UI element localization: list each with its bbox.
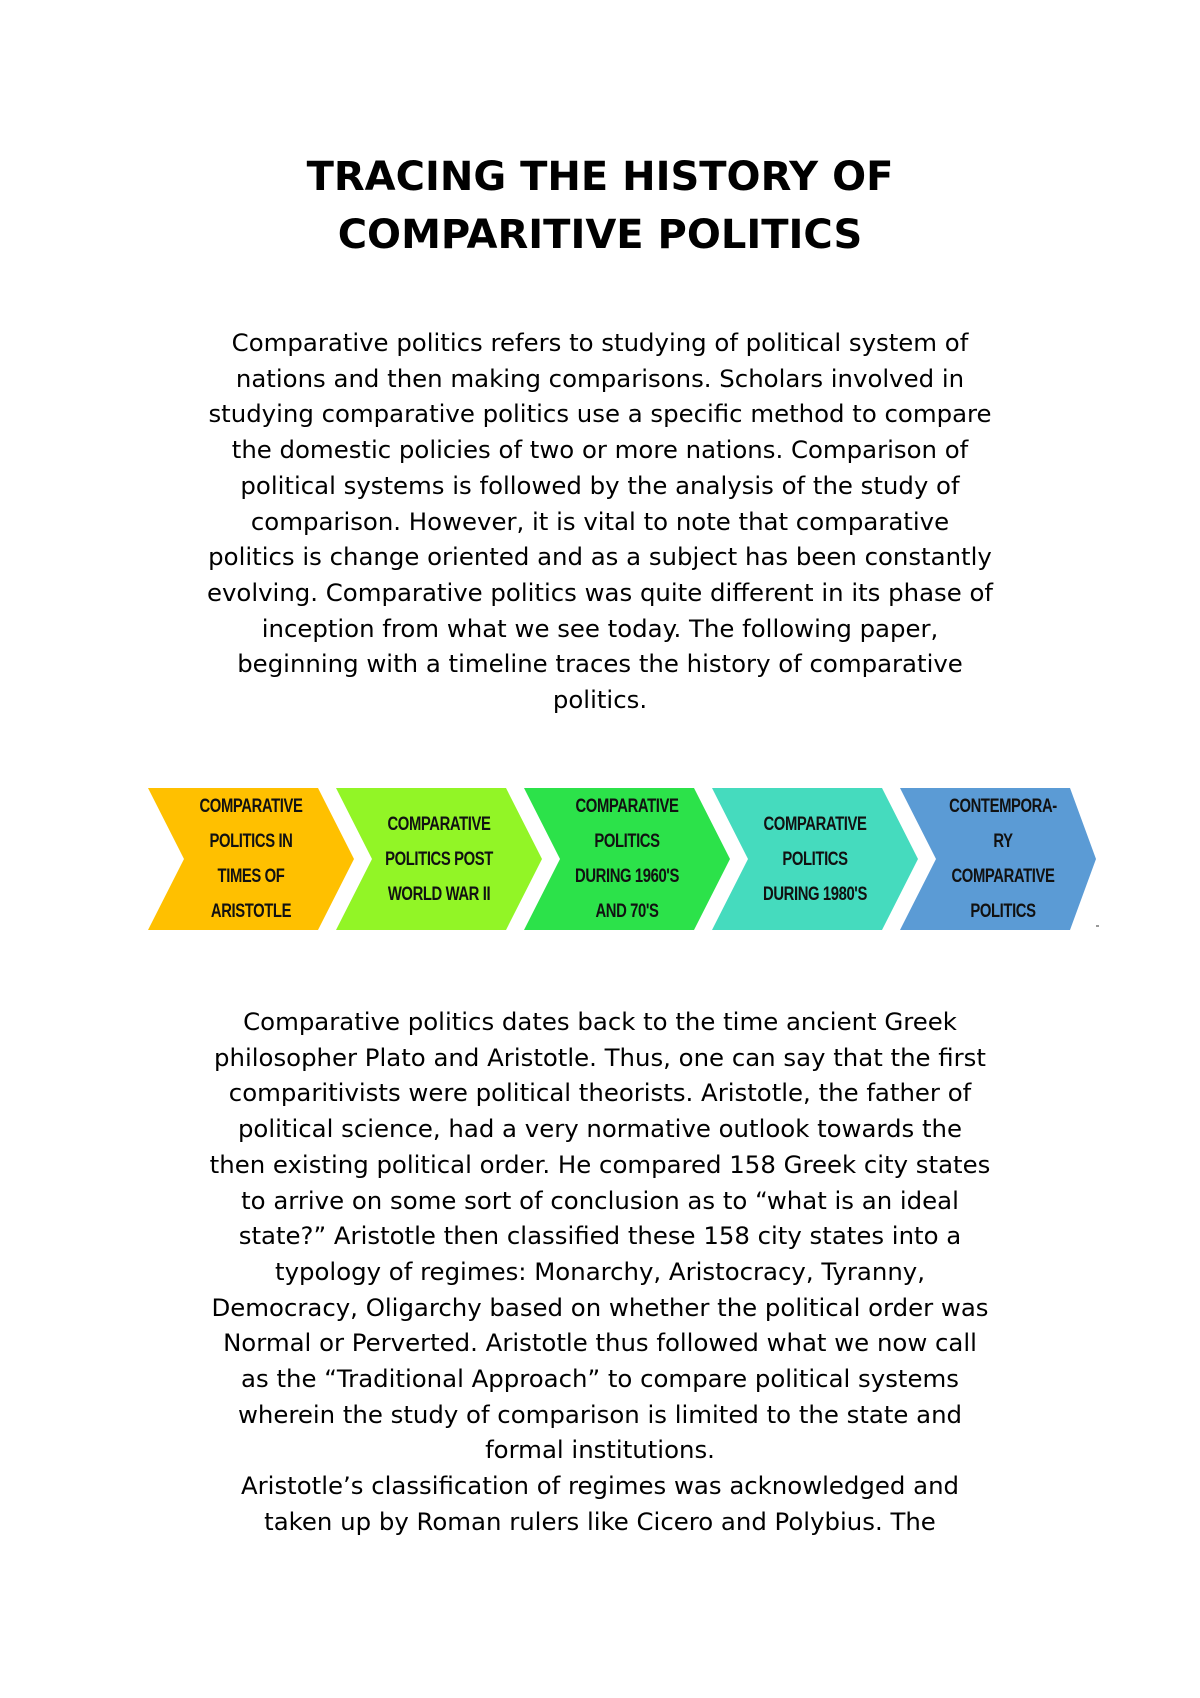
text-line: comparitivists were political theorists. Aristotle, the father of	[228, 1078, 972, 1108]
text-line: typology of regimes: Monarchy, Aristocracy, Tyranny,	[275, 1256, 925, 1286]
timeline-step-aristotle	[148, 788, 354, 930]
timeline-step-1960s-70s	[524, 788, 730, 930]
body-paragraph-continued	[130, 1468, 1070, 1539]
step-label-line: DURING 1960'S	[575, 866, 679, 887]
text-line: inception from what we see today. The following paper,	[261, 613, 939, 643]
title-line: TRACING THE HISTORY OF	[306, 154, 894, 200]
step-label-line: AND 70'S	[595, 901, 659, 922]
step-label-line: POLITICS	[970, 901, 1036, 922]
document-title	[140, 148, 1060, 264]
step-label-line: RY	[993, 831, 1013, 852]
step-label-line: COMPARATIVE	[575, 796, 679, 817]
step-label-line: POLITICS IN	[209, 831, 293, 852]
intro-paragraph	[130, 325, 1070, 718]
text-line: Aristotle’s classification of regimes was acknowledged and	[240, 1471, 960, 1500]
text-line: taken up by Roman rulers like Cicero and Polybius. The	[264, 1506, 936, 1536]
step-label-line: COMPARATIVE	[763, 813, 867, 835]
step-label-line: POLITICS POST	[385, 848, 493, 870]
timeline-step-label	[200, 788, 301, 930]
text-line: political systems is followed by the analysis of the study of	[240, 470, 960, 500]
timeline-diagram	[148, 788, 1098, 930]
text-line: political science, had a very normative outlook towards the	[237, 1114, 963, 1144]
text-line: politics.	[552, 685, 648, 715]
text-line: to arrive on some sort of conclusion as to “what is an ideal	[241, 1185, 959, 1215]
text-line: studying comparative politics use a specific method to compare	[208, 399, 992, 429]
text-line: beginning with a timeline traces the history of comparative	[237, 649, 963, 679]
text-line: Comparative politics refers to studying of political system of	[231, 328, 969, 357]
timeline-step-contemporary	[900, 788, 1106, 930]
text-line: then existing political order. He compared 158 Greek city states	[209, 1149, 991, 1179]
timeline-step-label	[949, 788, 1057, 930]
text-line: state?” Aristotle then classified these 158 city states into a	[238, 1221, 962, 1251]
title-line: COMPARITIVE POLITICS	[337, 212, 863, 258]
text-line: evolving. Comparative politics was quite different in its phase of	[206, 577, 993, 607]
step-label-line: TIMES OF	[217, 866, 285, 887]
step-label-line: ARISTOTLE	[210, 901, 292, 922]
timeline-step-label	[764, 788, 865, 930]
text-line: Comparative politics dates back to the time ancient Greek	[243, 1007, 957, 1036]
body-paragraph	[130, 1004, 1070, 1468]
text-line: politics is change oriented and as a subject has been constantly	[208, 542, 992, 572]
step-label-line: COMPARATIVE	[387, 813, 491, 835]
step-label-line: COMPARATIVE	[951, 866, 1055, 887]
text-line: wherein the study of comparison is limited to the state and	[237, 1399, 963, 1429]
step-label-line: POLITICS	[782, 848, 848, 870]
stray-mark	[1096, 925, 1099, 927]
text-line: formal institutions.	[485, 1435, 715, 1465]
text-line: the domestic policies of two or more nations. Comparison of	[231, 435, 969, 465]
step-label-line: POLITICS	[594, 831, 660, 852]
timeline-step-label	[385, 788, 493, 930]
step-label-line: DURING 1980'S	[763, 883, 867, 905]
text-line: comparison. However, it is vital to note that comparative	[250, 506, 950, 536]
step-label-line: CONTEMPORA-	[949, 796, 1057, 817]
timeline-step-label	[576, 788, 677, 930]
timeline-step-post-ww2	[336, 788, 542, 930]
step-label-line: WORLD WAR II	[387, 883, 491, 905]
step-label-line: COMPARATIVE	[199, 796, 303, 817]
text-line: philosopher Plato and Aristotle. Thus, one can say that the first	[214, 1042, 986, 1072]
text-line: nations and then making comparisons. Scholars involved in	[235, 363, 965, 393]
text-line: Democracy, Oligarchy based on whether the political order was	[211, 1292, 989, 1322]
text-line: Normal or Perverted. Aristotle thus followed what we now call	[223, 1328, 977, 1358]
timeline-step-1980s	[712, 788, 918, 930]
text-line: as the “Traditional Approach” to compare political systems	[241, 1364, 959, 1394]
